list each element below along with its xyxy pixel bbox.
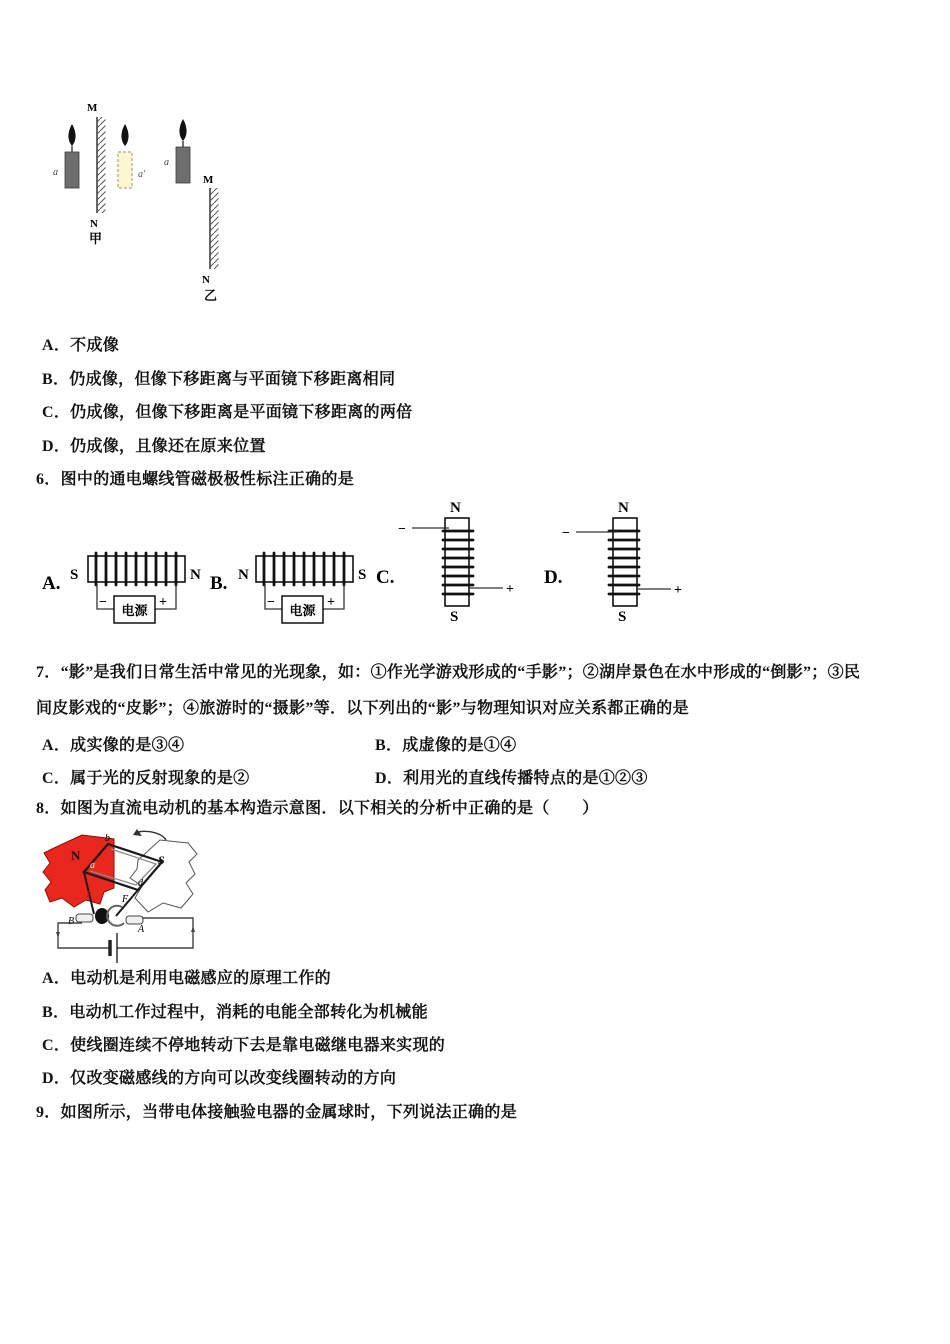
n-pole-label: N <box>71 848 81 863</box>
q8-option-b: B．电动机工作过程中，消耗的电能全部转化为机械能 <box>42 1004 428 1021</box>
mirror2-top-label: M <box>203 174 214 186</box>
coil-b-label: b <box>105 833 110 844</box>
minus-sign: − <box>267 595 275 610</box>
q7-stem-line1: 7．“影”是我们日常生活中常见的光现象，如：①作光学游戏形成的“手影”；②湖岸景色在水中形成的“倒影”；③民 <box>36 664 861 681</box>
minus-sign: − <box>562 526 570 541</box>
q8-option-c: C．使线圈连续不停地转动下去是靠电磁继电器来实现的 <box>42 1037 446 1054</box>
coil-d-label: d <box>138 878 143 889</box>
brush-a-label: A <box>138 924 145 935</box>
s-pole-magnet <box>130 840 197 912</box>
coil-a-label: a <box>90 860 95 871</box>
q6-c-bottom-pole: S <box>450 609 459 625</box>
motor-circuit-wires <box>58 918 193 948</box>
q6-d-top-pole: N <box>618 500 629 516</box>
q6-d-label: D. <box>544 567 563 588</box>
q6-a-label: A. <box>42 573 61 594</box>
plus-sign: + <box>506 582 514 597</box>
mirror1-hatching <box>98 117 106 213</box>
mirror2-hatching <box>211 188 219 269</box>
figure-right-caption: 乙 <box>204 288 218 303</box>
mirror1-top-label: M <box>87 102 98 114</box>
dc-motor-figure <box>38 828 203 963</box>
q6-a-right-pole: N <box>190 567 201 583</box>
n-pole-magnet <box>43 835 114 907</box>
power-supply-label: 电源 <box>289 603 316 618</box>
minus-sign: − <box>398 522 406 537</box>
q7-option-a: A．成实像的是③④ <box>42 737 185 754</box>
q6-b-label: B. <box>210 573 228 594</box>
q6-figure-c-solenoid <box>372 497 522 642</box>
plus-sign: + <box>674 583 682 598</box>
plus-sign: + <box>159 595 167 610</box>
q5-option-b: B．仍成像，但像下移距离与平面镜下移距离相同 <box>42 371 396 388</box>
candle2-label: a <box>164 157 169 168</box>
rotation-arrowhead <box>133 829 142 836</box>
q7-option-d: D．利用光的直线传播特点的是①②③ <box>375 770 648 787</box>
image-candle-body <box>118 152 132 188</box>
q6-b-right-pole: S <box>358 567 367 583</box>
force-f-red-label: F <box>86 890 93 901</box>
figure-left-caption: 甲 <box>89 231 103 246</box>
candle2-body <box>176 147 190 183</box>
s-pole-label: S <box>158 853 165 867</box>
plus-sign: + <box>327 595 335 610</box>
q5-option-d: D．仍成像，且像还在原来位置 <box>42 438 266 455</box>
plane-mirror-figure <box>40 95 240 310</box>
q6-a-left-pole: S <box>70 567 79 583</box>
q6-d-bottom-pole: S <box>618 609 627 625</box>
q8-option-a: A．电动机是利用电磁感应的原理工作的 <box>42 970 331 987</box>
q8-stem: 8．如图为直流电动机的基本构造示意图．以下相关的分析中正确的是（ ） <box>36 800 599 817</box>
q8-option-d: D．仅改变磁感线的方向可以改变线圈转动的方向 <box>42 1070 397 1087</box>
q6-figure-d-solenoid <box>540 497 690 642</box>
mirror2-bottom-label: N <box>202 274 210 286</box>
q6-figure-b-solenoid <box>208 505 378 630</box>
q7-stem-line2: 间皮影戏的“皮影”；④旅游时的“摄影”等．以下列出的“影”与物理知识对应关系都正确的是 <box>36 700 689 717</box>
current-arrow-right <box>191 926 195 932</box>
q6-b-left-pole: N <box>238 567 249 583</box>
q5-option-c: C．仍成像，但像下移距离是平面镜下移距离的两倍 <box>42 404 413 421</box>
mirror1-bottom-label: N <box>90 218 98 230</box>
candle-flame-icon <box>68 124 75 146</box>
q5-option-a: A．不成像 <box>42 337 120 354</box>
candle-image-label: a′ <box>138 169 146 180</box>
force-f-label: F <box>122 894 129 905</box>
candle-body <box>65 152 79 188</box>
q7-option-c: C．属于光的反射现象的是② <box>42 770 250 787</box>
q6-c-top-pole: N <box>450 500 461 516</box>
candle-a-label: a <box>53 167 58 178</box>
q9-stem: 9．如图所示，当带电体接触验电器的金属球时，下列说法正确的是 <box>36 1104 518 1121</box>
brush-right <box>126 916 143 924</box>
minus-sign: − <box>99 595 107 610</box>
q7-option-b: B．成虚像的是①④ <box>375 737 517 754</box>
rotation-arrow-icon <box>138 831 166 840</box>
q6-stem: 6．图中的通电螺线管磁极极性标注正确的是 <box>36 471 355 488</box>
image-candle-flame-icon <box>121 124 128 146</box>
power-supply-label: 电源 <box>121 603 148 618</box>
q6-figure-a-solenoid <box>40 505 210 630</box>
candle2-flame-icon <box>179 119 186 141</box>
brush-b-label: B <box>68 916 75 927</box>
current-arrow-left <box>56 932 60 938</box>
brush-left <box>76 914 93 922</box>
q6-c-label: C. <box>376 567 395 588</box>
